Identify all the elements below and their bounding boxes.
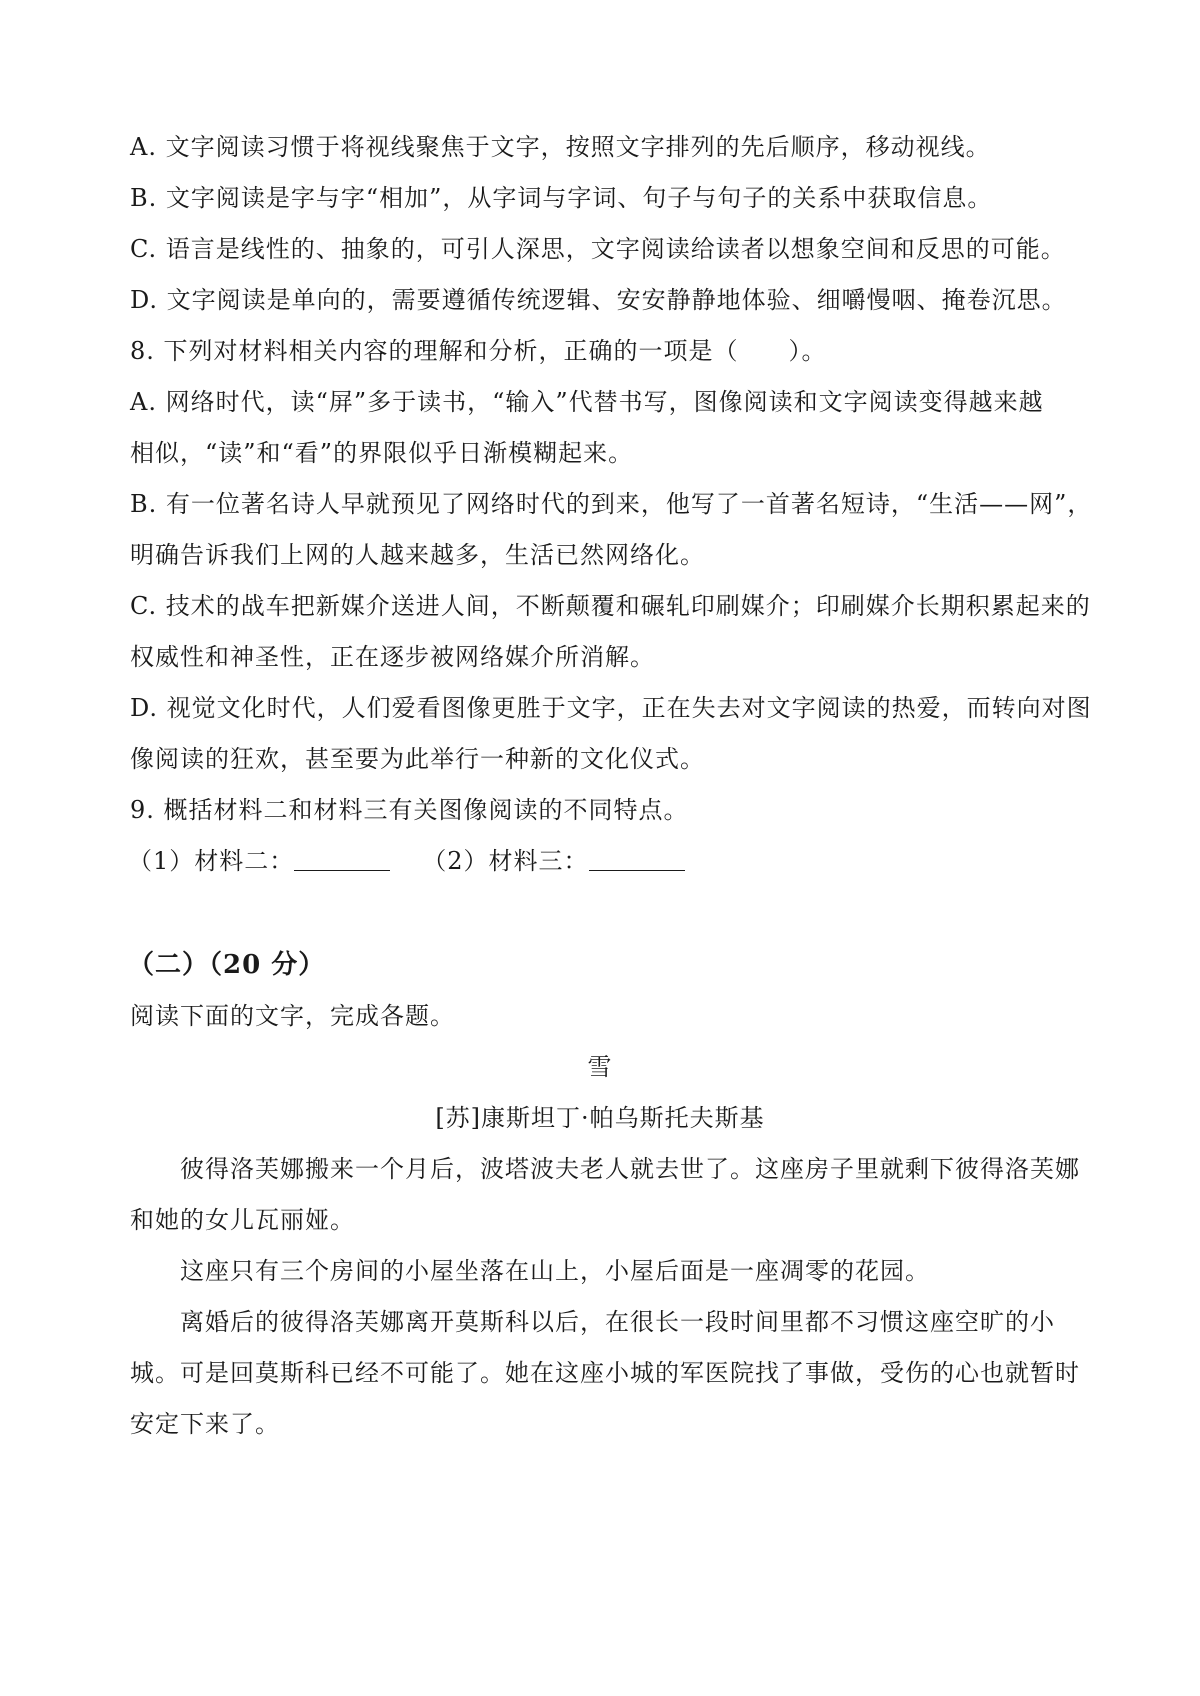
passage-paragraph-3-line2: 城。可是回莫斯科已经不可能了。她在这座小城的军医院找了事做，受伤的心也就暂时 [130, 1359, 1080, 1387]
passage-title: 雪 [587, 1053, 613, 1081]
q9-part1-label: （1）材料二： [128, 847, 295, 875]
q9-part2-label: （2）材料三： [422, 847, 589, 875]
q7-option-d: D. 文字阅读是单向的，需要遵循传统逻辑、安安静静地体验、细嚼慢咽、掩卷沉思。 [130, 286, 1067, 314]
q9-part2-answer-blank[interactable] [589, 848, 685, 871]
q8-option-a-line1: A. 网络时代，读“屏”多于读书，“输入”代替书写，图像阅读和文字阅读变得越来越 [130, 388, 1044, 416]
passage-paragraph-3-line1: 离婚后的彼得洛芙娜离开莫斯科以后，在很长一段时间里都不习惯这座空旷的小 [180, 1308, 1055, 1336]
section-instruction: 阅读下面的文字，完成各题。 [130, 1002, 455, 1030]
q9-stem: 9. 概括材料二和材料三有关图像阅读的不同特点。 [130, 796, 689, 824]
q9-answer-row [128, 845, 1068, 877]
passage-paragraph-3-line3: 安定下来了。 [130, 1410, 280, 1438]
q8-option-a-line2: 相似，“读”和“看”的界限似乎日渐模糊起来。 [130, 439, 634, 467]
q8-option-b-line2: 明确告诉我们上网的人越来越多，生活已然网络化。 [130, 541, 705, 569]
q9-part1-answer-blank[interactable] [294, 848, 390, 871]
q7-option-c: C. 语言是线性的、抽象的，可引人深思，文字阅读给读者以想象空间和反思的可能。 [130, 235, 1066, 263]
q8-option-d-line1: D. 视觉文化时代，人们爱看图像更胜于文字，正在失去对文字阅读的热爱，而转向对图 [130, 694, 1092, 722]
passage-paragraph-1-line1: 彼得洛芙娜搬来一个月后，波塔波夫老人就去世了。这座房子里就剩下彼得洛芙娜 [180, 1155, 1080, 1183]
section-heading: （二）（20 分） [128, 950, 326, 980]
passage-author: [苏]康斯坦丁·帕乌斯托夫斯基 [435, 1104, 765, 1132]
passage-paragraph-1-line2: 和她的女儿瓦丽娅。 [130, 1206, 355, 1234]
q7-option-b: B. 文字阅读是字与字“相加”，从字词与字词、句子与句子的关系中获取信息。 [130, 184, 993, 212]
q8-stem: 8. 下列对材料相关内容的理解和分析，正确的一项是（ ）。 [130, 337, 827, 365]
q7-option-a: A. 文字阅读习惯于将视线聚焦于文字，按照文字排列的先后顺序，移动视线。 [130, 133, 991, 161]
passage-paragraph-2-line1: 这座只有三个房间的小屋坐落在山上，小屋后面是一座凋零的花园。 [180, 1257, 930, 1285]
q8-option-d-line2: 像阅读的狂欢，甚至要为此举行一种新的文化仪式。 [130, 745, 705, 773]
q8-option-c-line2: 权威性和神圣性，正在逐步被网络媒介所消解。 [130, 643, 655, 671]
q8-option-b-line1: B. 有一位著名诗人早就预见了网络时代的到来，他写了一首著名短诗，“生活——网”， [130, 490, 1093, 518]
q8-option-c-line1: C. 技术的战车把新媒介送进人间，不断颠覆和碾轧印刷媒介；印刷媒介长期积累起来的 [130, 592, 1091, 620]
